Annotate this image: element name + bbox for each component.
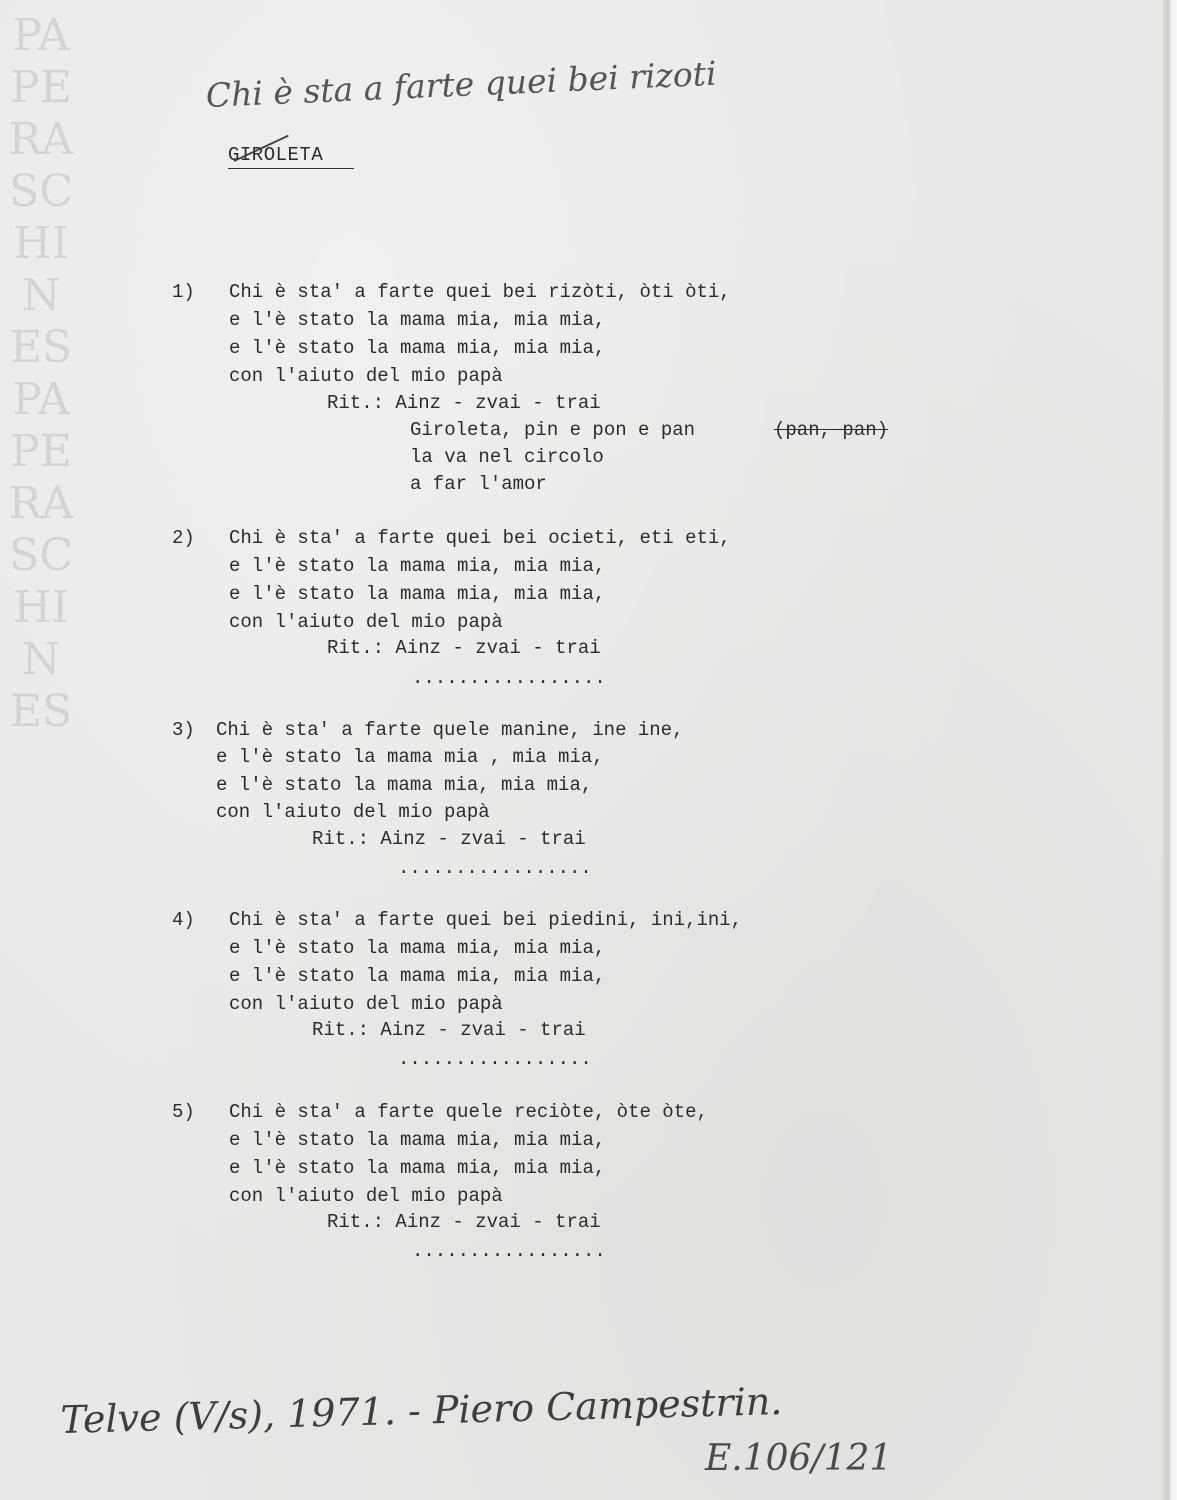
struck-text: (pan, pan): [774, 419, 889, 441]
dotted-continuation: .................: [412, 1240, 606, 1262]
verse-line: e l'è stato la mama mia, mia mia,: [229, 583, 606, 605]
verse-line: con l'aiuto del mio papà: [229, 365, 503, 387]
verse-line: e l'è stato la mama mia, mia mia,: [229, 309, 606, 331]
refrain-line: Rit.: Ainz - zvai - trai: [327, 392, 601, 414]
handwritten-archive-code: E.106/121: [705, 1438, 893, 1479]
watermark-strip: PAPERASCHINESPAPERASCHINES: [8, 10, 74, 737]
verse-number: 5): [172, 1101, 195, 1123]
verse-line: Chi è sta' a farte quele manine, ine ine,: [216, 719, 684, 741]
refrain-line: Rit.: Ainz - zvai - trai: [327, 1211, 601, 1233]
verse-number: 4): [172, 909, 195, 931]
verse-line: e l'è stato la mama mia, mia mia,: [216, 774, 593, 796]
refrain-line: Rit.: Ainz - zvai - trai: [312, 828, 586, 850]
verse-line: con l'aiuto del mio papà: [229, 1185, 503, 1207]
refrain-line: Rit.: Ainz - zvai - trai: [312, 1019, 586, 1041]
verse-number: 1): [172, 281, 195, 303]
verse-line: Chi è sta' a farte quei bei rizòti, òti òti,: [229, 281, 731, 303]
verse-line: Chi è sta' a farte quei bei ocieti, eti eti,: [229, 527, 731, 549]
verse-number: 3): [172, 719, 195, 741]
verse-line: e l'è stato la mama mia, mia mia,: [229, 1157, 606, 1179]
dotted-continuation: .................: [398, 1048, 592, 1070]
verse-line: e l'è stato la mama mia, mia mia,: [229, 1129, 606, 1151]
verse-line: e l'è stato la mama mia, mia mia,: [229, 337, 606, 359]
struck-word: [397, 743, 431, 771]
dotted-continuation: .................: [412, 667, 606, 689]
verse-line: e l'è stato la mama mia, mia mia,: [229, 555, 606, 577]
refrain-text: a far l'amor: [410, 473, 547, 495]
verse-line: e l'è stato la mama mia, mia mia,: [229, 937, 606, 959]
refrain-text: la va nel circolo: [410, 446, 604, 468]
verse-line: Chi è sta' a farte quele reciòte, òte òte,: [229, 1101, 708, 1123]
verse-number: 2): [172, 527, 195, 549]
verse-line: con l'aiuto del mio papà: [216, 801, 490, 823]
verse-line: con l'aiuto del mio papà: [229, 611, 503, 633]
verse-line: Chi è sta' a farte quei bei piedini, ini,ini,: [229, 909, 743, 931]
handwritten-top-note: Chi è sta a farte quei bei rizoti: [205, 53, 718, 115]
refrain-line: Rit.: Ainz - zvai - trai: [327, 637, 601, 659]
refrain-text: Giroleta, pin e pon e pan: [410, 419, 696, 441]
dotted-continuation: .................: [398, 857, 592, 879]
verse-line: e l'è stato la mama mia, mia mia,: [229, 965, 606, 987]
verse-line: con l'aiuto del mio papà: [229, 993, 503, 1015]
verse-line: e l'è stato la mama mia , mia mia,: [216, 746, 604, 768]
song-title: GIROLETA: [228, 144, 354, 169]
handwritten-bottom-note: Telve (V/s), 1971. - Piero Campestrin.: [60, 1379, 783, 1442]
